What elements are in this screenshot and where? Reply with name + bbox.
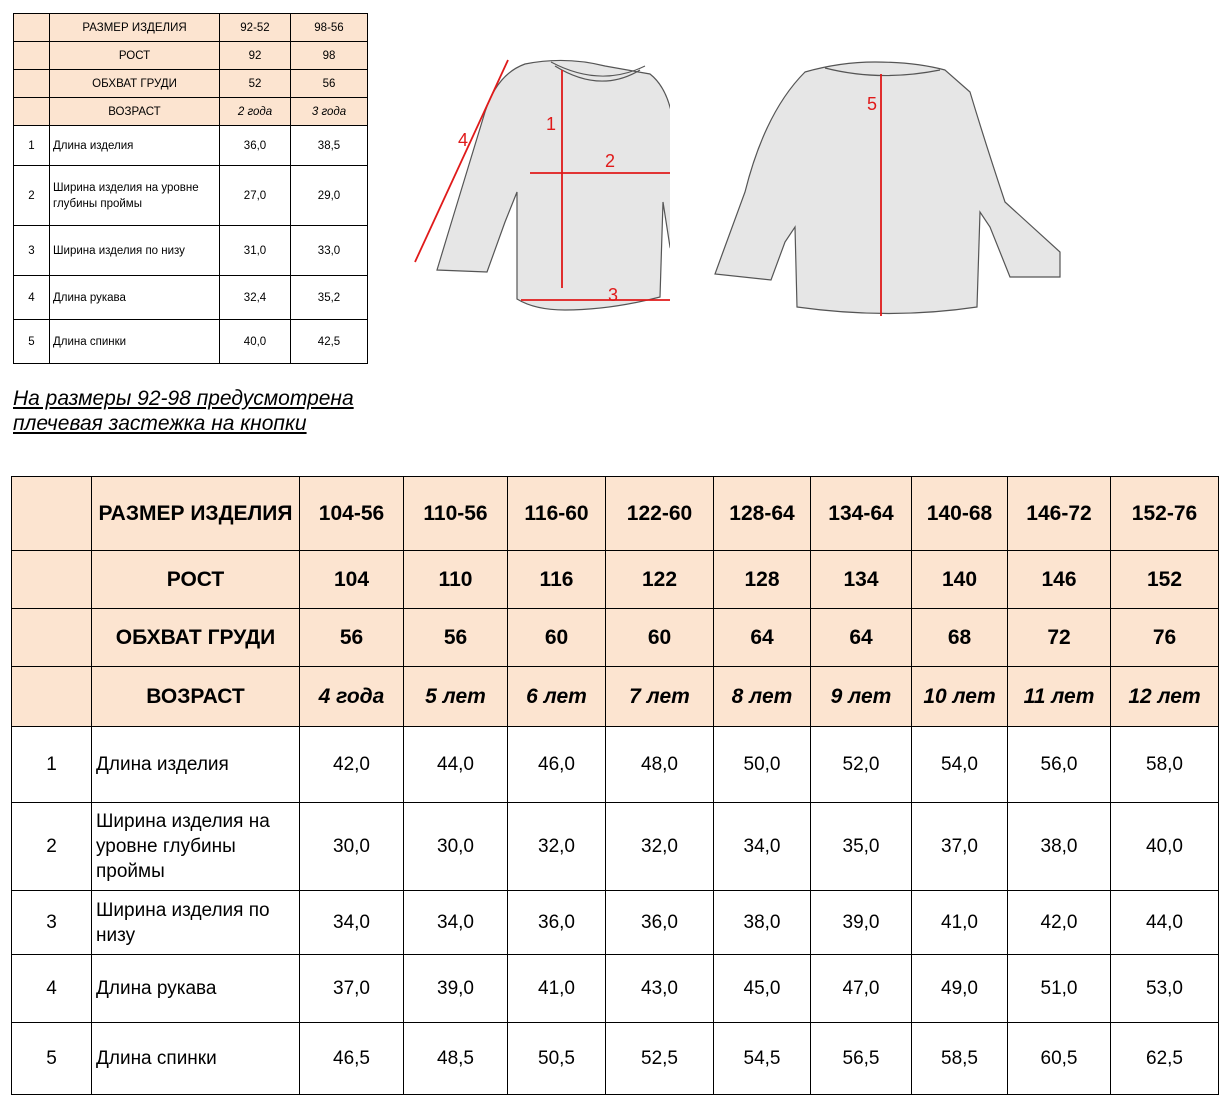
measurement-value: 42,5 bbox=[291, 320, 368, 364]
header-value-cell: 72 bbox=[1008, 609, 1111, 667]
header-value-cell: 152 bbox=[1111, 551, 1219, 609]
measurement-value: 43,0 bbox=[606, 955, 714, 1023]
header-value-cell: 5 лет bbox=[404, 667, 508, 727]
header-value-cell: 110-56 bbox=[404, 477, 508, 551]
header-value-cell: 134-64 bbox=[811, 477, 912, 551]
header-value-cell: 92-52 bbox=[220, 14, 291, 42]
header-row bbox=[14, 70, 368, 98]
measurement-value: 47,0 bbox=[811, 955, 912, 1023]
measurement-value: 58,0 bbox=[1111, 727, 1219, 803]
measurement-row bbox=[12, 955, 1219, 1023]
measurement-value: 27,0 bbox=[220, 166, 291, 226]
header-empty-cell bbox=[12, 667, 92, 727]
measurement-value: 62,5 bbox=[1111, 1023, 1219, 1095]
header-value-cell: 56 bbox=[300, 609, 404, 667]
header-value-cell: 116 bbox=[508, 551, 606, 609]
header-value-cell: 98 bbox=[291, 42, 368, 70]
header-empty-cell bbox=[12, 609, 92, 667]
measurement-label: Ширина изделия на уровне глубины проймы bbox=[92, 803, 300, 891]
header-value-cell: 12 лет bbox=[1111, 667, 1219, 727]
measurement-row bbox=[12, 891, 1219, 955]
header-value-cell: 64 bbox=[714, 609, 811, 667]
measurement-value: 32,0 bbox=[606, 803, 714, 891]
measurement-value: 37,0 bbox=[912, 803, 1008, 891]
header-row bbox=[12, 551, 1219, 609]
note-line-1: На размеры 92-98 предусмотрена bbox=[13, 387, 354, 410]
large-size-table bbox=[11, 476, 1219, 1095]
measurement-value: 36,0 bbox=[220, 126, 291, 166]
header-empty-cell bbox=[14, 14, 50, 42]
measurement-value: 38,0 bbox=[714, 891, 811, 955]
header-value-cell: 56 bbox=[404, 609, 508, 667]
row-number: 1 bbox=[12, 727, 92, 803]
measurement-label: Ширина изделия по низу bbox=[92, 891, 300, 955]
header-value-cell: 6 лет bbox=[508, 667, 606, 727]
garment-back-diagram bbox=[705, 52, 1070, 332]
header-value-cell: 76 bbox=[1111, 609, 1219, 667]
header-row bbox=[12, 609, 1219, 667]
header-value-cell: 140-68 bbox=[912, 477, 1008, 551]
small-size-table bbox=[13, 13, 368, 364]
header-value-cell: 60 bbox=[508, 609, 606, 667]
header-label: РОСТ bbox=[50, 42, 220, 70]
header-value-cell: 10 лет bbox=[912, 667, 1008, 727]
measurement-value: 53,0 bbox=[1111, 955, 1219, 1023]
header-value-cell: 52 bbox=[220, 70, 291, 98]
measurement-value: 60,5 bbox=[1008, 1023, 1111, 1095]
measurement-label: Длина рукава bbox=[92, 955, 300, 1023]
header-value-cell: 60 bbox=[606, 609, 714, 667]
header-value-cell: 152-76 bbox=[1111, 477, 1219, 551]
measurement-value: 52,5 bbox=[606, 1023, 714, 1095]
measurement-value: 40,0 bbox=[1111, 803, 1219, 891]
header-value-cell: 128 bbox=[714, 551, 811, 609]
header-value-cell: 128-64 bbox=[714, 477, 811, 551]
snap-fastener-note bbox=[13, 386, 354, 436]
measurement-value: 46,5 bbox=[300, 1023, 404, 1095]
measurement-value: 36,0 bbox=[508, 891, 606, 955]
measurement-label: Длина спинки bbox=[50, 320, 220, 364]
header-label: ОБХВАТ ГРУДИ bbox=[92, 609, 300, 667]
measurement-value: 40,0 bbox=[220, 320, 291, 364]
measurement-value: 34,0 bbox=[300, 891, 404, 955]
header-value-cell: 8 лет bbox=[714, 667, 811, 727]
measurement-value: 51,0 bbox=[1008, 955, 1111, 1023]
header-value-cell: 122-60 bbox=[606, 477, 714, 551]
header-label: ВОЗРАСТ bbox=[50, 98, 220, 126]
note-line-2: плечевая застежка на кнопки bbox=[13, 412, 307, 435]
measurement-value: 41,0 bbox=[912, 891, 1008, 955]
row-number: 2 bbox=[14, 166, 50, 226]
measurement-value: 44,0 bbox=[1111, 891, 1219, 955]
header-value-cell: 104 bbox=[300, 551, 404, 609]
header-value-cell: 4 года bbox=[300, 667, 404, 727]
measure-label-5: 5 bbox=[867, 94, 878, 114]
measurement-value: 34,0 bbox=[714, 803, 811, 891]
measurement-value: 45,0 bbox=[714, 955, 811, 1023]
row-number: 5 bbox=[12, 1023, 92, 1095]
measurement-value: 56,0 bbox=[1008, 727, 1111, 803]
header-row bbox=[14, 98, 368, 126]
header-value-cell: 146 bbox=[1008, 551, 1111, 609]
header-value-cell: 146-72 bbox=[1008, 477, 1111, 551]
header-value-cell: 98-56 bbox=[291, 14, 368, 42]
measurement-label: Длина изделия bbox=[92, 727, 300, 803]
measurement-value: 52,0 bbox=[811, 727, 912, 803]
header-empty-cell bbox=[12, 551, 92, 609]
header-row bbox=[14, 14, 368, 42]
measurement-label: Длина изделия bbox=[50, 126, 220, 166]
measurement-label: Ширина изделия по низу bbox=[50, 226, 220, 276]
measurement-row bbox=[14, 126, 368, 166]
header-empty-cell bbox=[14, 70, 50, 98]
row-number: 4 bbox=[12, 955, 92, 1023]
measurement-value: 50,5 bbox=[508, 1023, 606, 1095]
measurement-value: 35,0 bbox=[811, 803, 912, 891]
row-number: 2 bbox=[12, 803, 92, 891]
measure-label-4: 4 bbox=[458, 130, 469, 150]
measurement-value: 32,4 bbox=[220, 276, 291, 320]
row-number: 1 bbox=[14, 126, 50, 166]
measurement-row bbox=[14, 226, 368, 276]
measurement-value: 58,5 bbox=[912, 1023, 1008, 1095]
measurement-label: Ширина изделия на уровне глубины проймы bbox=[50, 166, 220, 226]
header-value-cell: 11 лет bbox=[1008, 667, 1111, 727]
header-label: РОСТ bbox=[92, 551, 300, 609]
back-body-shape bbox=[715, 62, 1060, 314]
measurement-value: 31,0 bbox=[220, 226, 291, 276]
header-value-cell: 7 лет bbox=[606, 667, 714, 727]
measurement-value: 54,0 bbox=[912, 727, 1008, 803]
row-number: 3 bbox=[12, 891, 92, 955]
measurement-value: 42,0 bbox=[300, 727, 404, 803]
measurement-value: 38,0 bbox=[1008, 803, 1111, 891]
measurement-row bbox=[14, 166, 368, 226]
header-row bbox=[14, 42, 368, 70]
measurement-row bbox=[12, 803, 1219, 891]
row-number: 5 bbox=[14, 320, 50, 364]
header-value-cell: 56 bbox=[291, 70, 368, 98]
header-value-cell: 92 bbox=[220, 42, 291, 70]
header-empty-cell bbox=[14, 42, 50, 70]
measurement-value: 50,0 bbox=[714, 727, 811, 803]
measurement-value: 30,0 bbox=[404, 803, 508, 891]
header-value-cell: 2 года bbox=[220, 98, 291, 126]
measurement-value: 49,0 bbox=[912, 955, 1008, 1023]
measurement-row bbox=[14, 276, 368, 320]
measurement-value: 44,0 bbox=[404, 727, 508, 803]
measure-label-1: 1 bbox=[546, 114, 557, 134]
measurement-value: 48,5 bbox=[404, 1023, 508, 1095]
measurement-value: 38,5 bbox=[291, 126, 368, 166]
header-label: ОБХВАТ ГРУДИ bbox=[50, 70, 220, 98]
measurement-value: 41,0 bbox=[508, 955, 606, 1023]
measure-label-2: 2 bbox=[605, 151, 616, 171]
header-value-cell: 9 лет bbox=[811, 667, 912, 727]
header-label: ВОЗРАСТ bbox=[92, 667, 300, 727]
measurement-row bbox=[14, 320, 368, 364]
measurement-value: 39,0 bbox=[404, 955, 508, 1023]
measurement-value: 48,0 bbox=[606, 727, 714, 803]
measurement-value: 35,2 bbox=[291, 276, 368, 320]
header-value-cell: 122 bbox=[606, 551, 714, 609]
measurement-row bbox=[12, 1023, 1219, 1095]
front-body-shape bbox=[437, 60, 670, 310]
header-row bbox=[12, 667, 1219, 727]
header-value-cell: 110 bbox=[404, 551, 508, 609]
measurement-row bbox=[12, 727, 1219, 803]
measurement-value: 56,5 bbox=[811, 1023, 912, 1095]
header-label: РАЗМЕР ИЗДЕЛИЯ bbox=[50, 14, 220, 42]
header-value-cell: 104-56 bbox=[300, 477, 404, 551]
header-value-cell: 64 bbox=[811, 609, 912, 667]
measurement-value: 46,0 bbox=[508, 727, 606, 803]
measurement-value: 54,5 bbox=[714, 1023, 811, 1095]
measurement-value: 30,0 bbox=[300, 803, 404, 891]
header-empty-cell bbox=[12, 477, 92, 551]
measurement-value: 37,0 bbox=[300, 955, 404, 1023]
header-empty-cell bbox=[14, 98, 50, 126]
garment-diagram bbox=[405, 52, 670, 332]
measurement-value: 33,0 bbox=[291, 226, 368, 276]
header-value-cell: 116-60 bbox=[508, 477, 606, 551]
measurement-value: 42,0 bbox=[1008, 891, 1111, 955]
header-value-cell: 3 года bbox=[291, 98, 368, 126]
row-number: 4 bbox=[14, 276, 50, 320]
measurement-value: 32,0 bbox=[508, 803, 606, 891]
header-value-cell: 140 bbox=[912, 551, 1008, 609]
header-row bbox=[12, 477, 1219, 551]
measurement-value: 29,0 bbox=[291, 166, 368, 226]
measurement-value: 36,0 bbox=[606, 891, 714, 955]
measurement-label: Длина спинки bbox=[92, 1023, 300, 1095]
header-value-cell: 68 bbox=[912, 609, 1008, 667]
row-number: 3 bbox=[14, 226, 50, 276]
header-value-cell: 134 bbox=[811, 551, 912, 609]
measure-label-3: 3 bbox=[608, 285, 619, 305]
measurement-value: 39,0 bbox=[811, 891, 912, 955]
measurement-label: Длина рукава bbox=[50, 276, 220, 320]
measurement-value: 34,0 bbox=[404, 891, 508, 955]
header-label: РАЗМЕР ИЗДЕЛИЯ bbox=[92, 477, 300, 551]
